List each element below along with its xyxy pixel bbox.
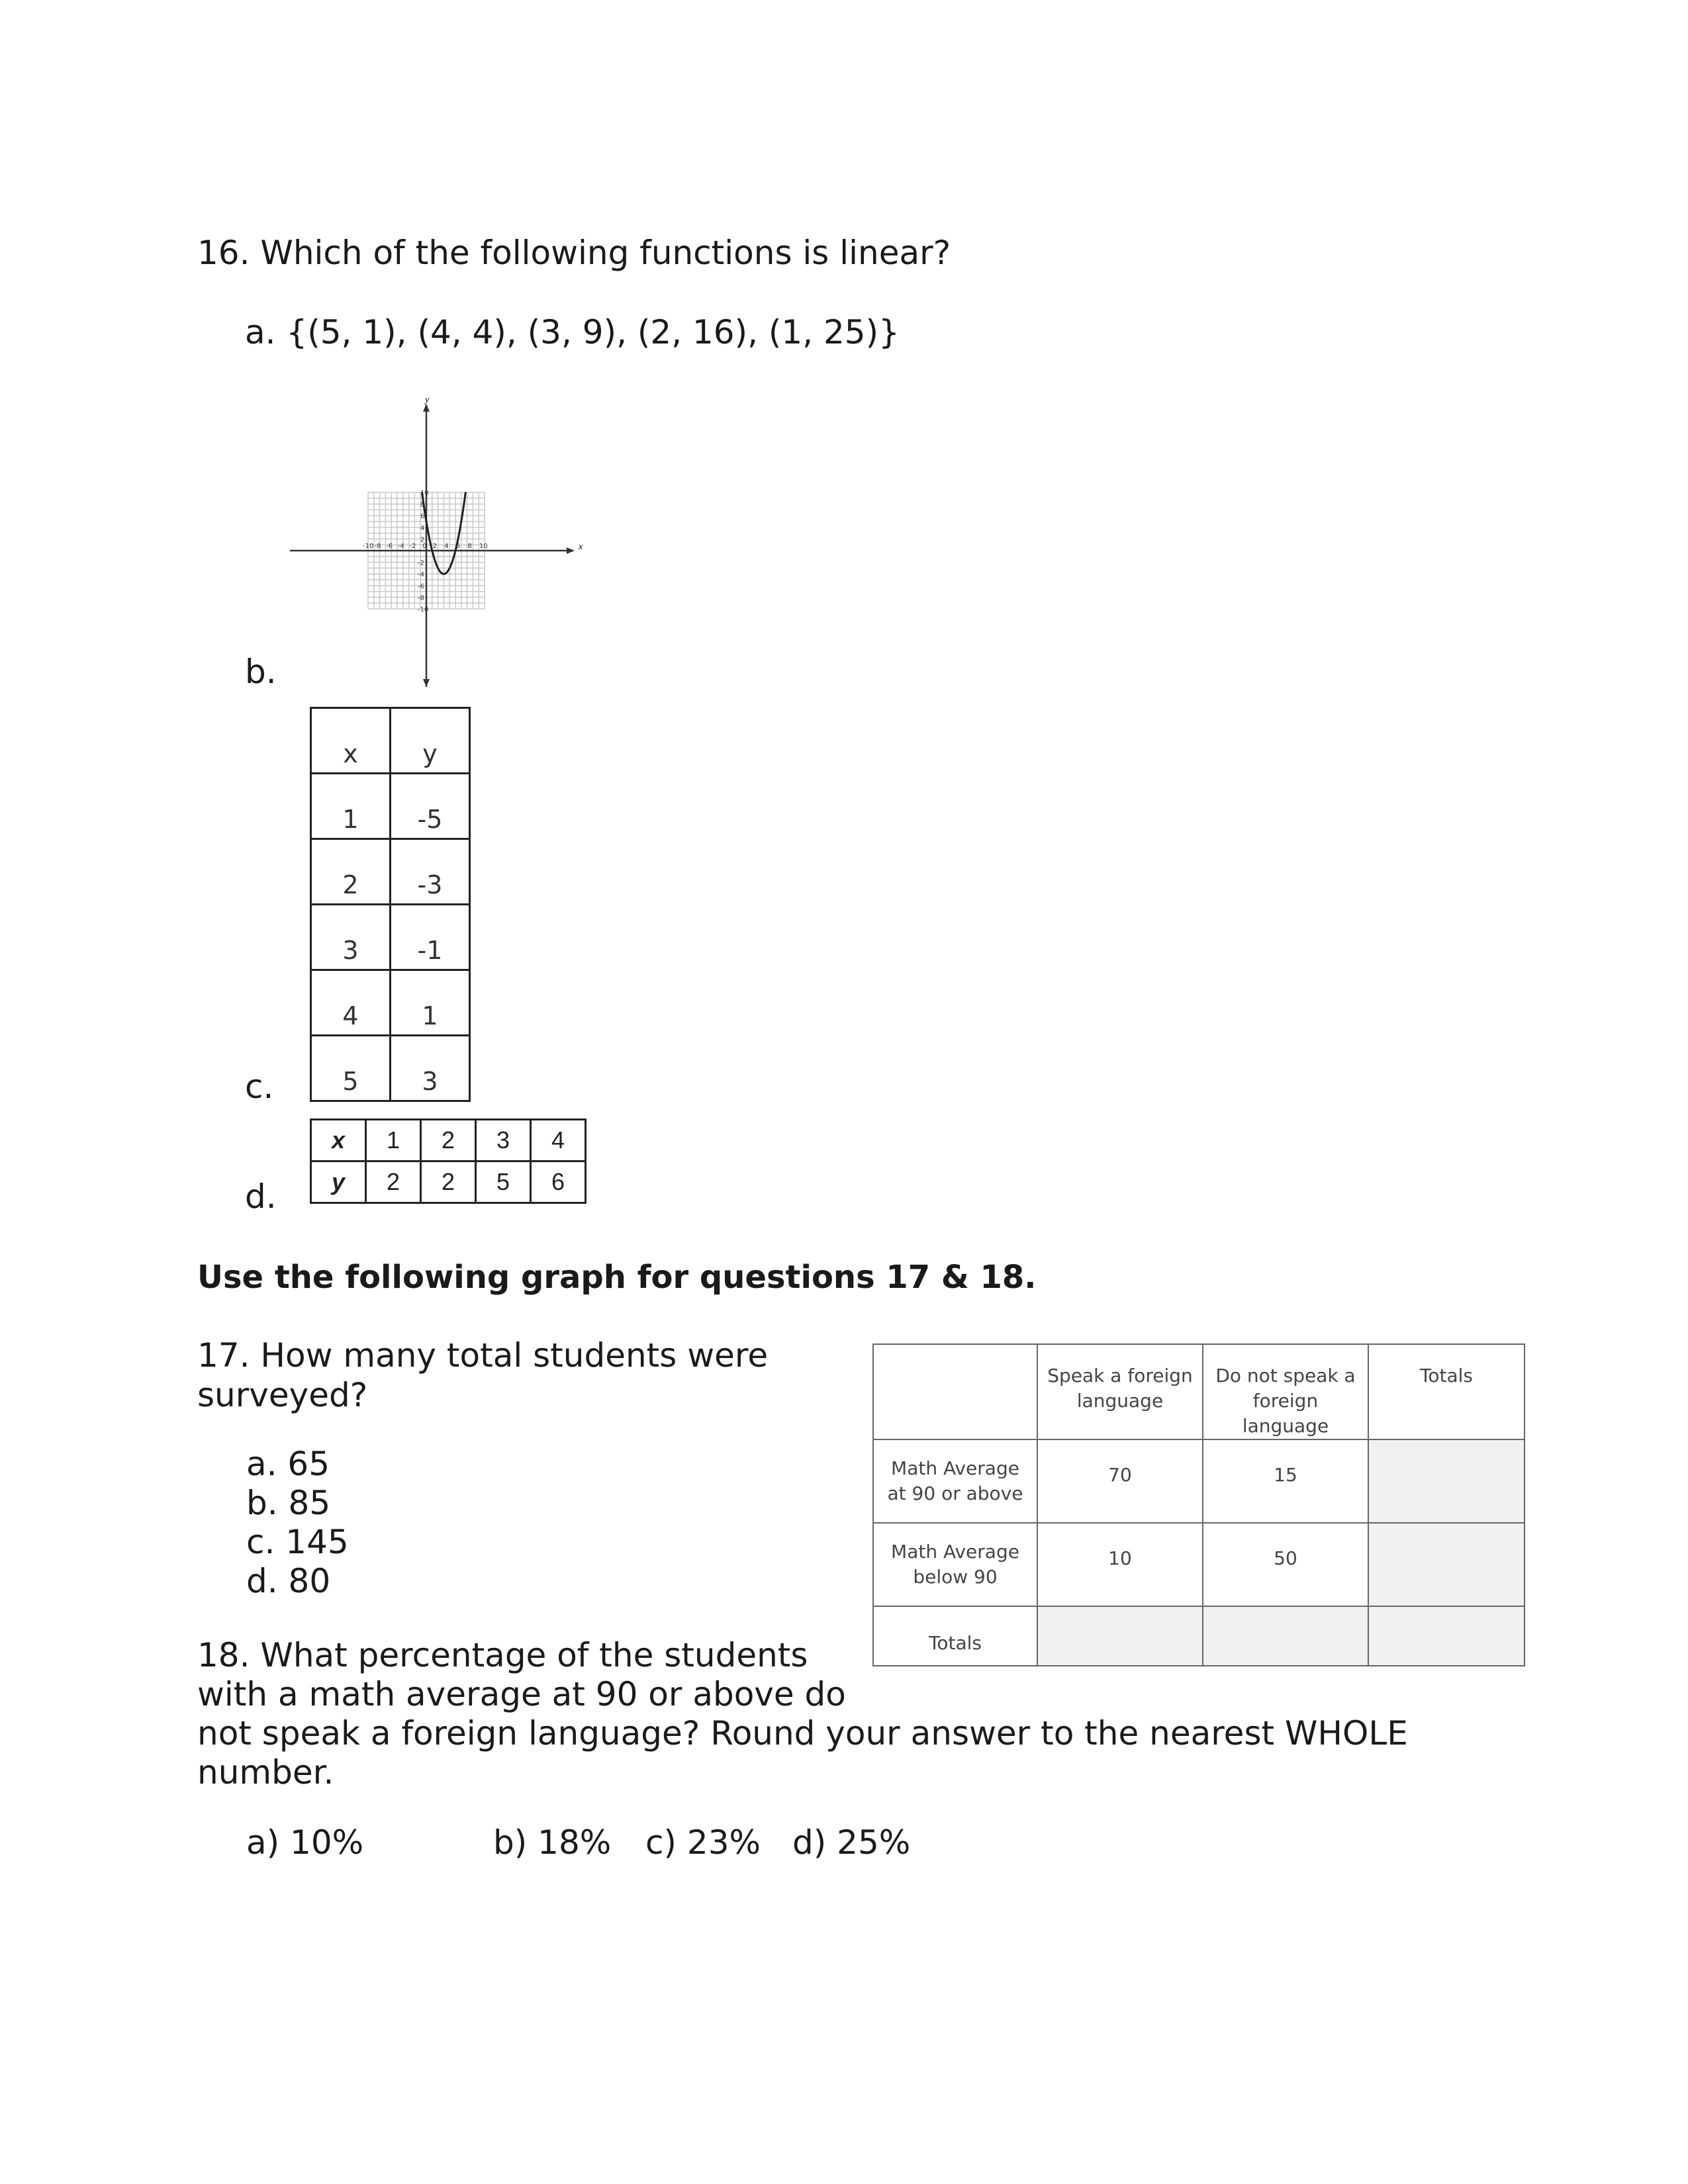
- question-17-text-line: surveyed?: [197, 1376, 368, 1414]
- two-way-blank-cell: [1037, 1606, 1203, 1666]
- two-way-cell: 10: [1037, 1523, 1203, 1606]
- table-c-row: [311, 1036, 470, 1101]
- two-way-blank-cell: [1368, 1606, 1524, 1666]
- table-d-cell: 3: [476, 1120, 531, 1161]
- table-c-cell: -5: [391, 774, 470, 839]
- table-d-cell: 2: [421, 1120, 476, 1161]
- y-tick-label: 8: [420, 501, 425, 509]
- table-d-cell: 2: [421, 1161, 476, 1203]
- question-18-option-d: d) 25%: [792, 1823, 911, 1862]
- two-way-totals-row: [873, 1606, 1524, 1666]
- table-d-cell: 1: [366, 1120, 421, 1161]
- table-d-y-row: [311, 1161, 586, 1203]
- two-way-blank-cell: [1203, 1606, 1368, 1666]
- two-way-header-row: [873, 1344, 1524, 1439]
- x-axis-label: x: [579, 542, 583, 552]
- section-directive: Use the following graph for questions 17 & 18.: [197, 1259, 1037, 1296]
- parabola-graph: [290, 396, 588, 687]
- two-way-row-header: Totals: [873, 1606, 1037, 1666]
- question-18-text-line: 18. What percentage of the students: [197, 1636, 808, 1674]
- y-tick-label: 10: [420, 490, 429, 497]
- table-c-row: [311, 839, 470, 905]
- x-tick-labels: [363, 543, 488, 550]
- table-c-cell: 1: [311, 774, 391, 839]
- question-18-text-line: with a math average at 90 or above do: [197, 1675, 846, 1713]
- question-16-option-c-letter: c.: [245, 1068, 274, 1106]
- table-c-header-y: y: [391, 708, 470, 774]
- table-c-cell: 3: [311, 905, 391, 970]
- question-17-option-a: a. 65: [246, 1445, 330, 1483]
- table-c-cell: 4: [311, 970, 391, 1036]
- y-tick-label: -6: [418, 582, 424, 590]
- question-18-text-line: number.: [197, 1753, 334, 1792]
- x-tick-label: 2: [432, 543, 437, 550]
- y-tick-label: 6: [420, 513, 425, 521]
- x-tick-label: -8: [374, 543, 381, 550]
- table-d-cell: 6: [531, 1161, 586, 1203]
- question-18-text-line: not speak a foreign language? Round your answer to the nearest WHOLE: [197, 1714, 1408, 1752]
- y-axis-label: y: [425, 396, 430, 405]
- table-c-cell: -3: [391, 839, 470, 905]
- table-d-cell: 5: [476, 1161, 531, 1203]
- y-tick-label: -8: [418, 594, 424, 602]
- table-c-header-row: [311, 708, 470, 774]
- table-c: [310, 707, 471, 1102]
- two-way-blank-cell: [1368, 1523, 1524, 1606]
- x-tick-label: 0: [422, 543, 427, 550]
- y-tick-label: -2: [418, 559, 424, 567]
- x-tick-label: 4: [444, 543, 449, 550]
- question-17-option-c: c. 145: [246, 1523, 349, 1561]
- question-18-option-b: b) 18%: [493, 1823, 612, 1862]
- two-way-col-header: Totals: [1368, 1344, 1524, 1439]
- table-c-cell: -1: [391, 905, 470, 970]
- two-way-col-header: Do not speak a foreign language: [1203, 1344, 1368, 1439]
- table-d-y-label: y: [311, 1161, 366, 1203]
- two-way-corner-cell: [873, 1344, 1037, 1439]
- question-16-option-d-letter: d.: [245, 1177, 277, 1216]
- question-17-option-d: d. 80: [246, 1562, 331, 1600]
- table-c-row: [311, 970, 470, 1036]
- table-c-cell: 1: [391, 970, 470, 1036]
- x-tick-label: -10: [363, 543, 374, 550]
- x-tick-label: 6: [455, 543, 461, 550]
- two-way-cell: 15: [1203, 1439, 1368, 1523]
- two-way-row-header: Math Average at 90 or above: [873, 1439, 1037, 1523]
- y-tick-label: -4: [418, 571, 424, 579]
- question-17-text-line: 17. How many total students were: [197, 1336, 769, 1375]
- two-way-col-header: Speak a foreign language: [1037, 1344, 1203, 1439]
- table-c-cell: 2: [311, 839, 391, 905]
- y-tick-label: -10: [418, 606, 429, 614]
- two-way-row: [873, 1523, 1524, 1606]
- question-16-option-a: a. {(5, 1), (4, 4), (3, 9), (2, 16), (1, 25)}: [245, 313, 900, 351]
- table-c-row: [311, 774, 470, 839]
- x-tick-label: -6: [386, 543, 393, 550]
- question-16-option-b-letter: b.: [245, 653, 277, 691]
- question-18-option-c: c) 23%: [645, 1823, 761, 1862]
- table-d-cell: 4: [531, 1120, 586, 1161]
- y-tick-label: 4: [420, 524, 425, 532]
- question-17-option-b: b. 85: [246, 1484, 331, 1522]
- question-18-option-a: a) 10%: [246, 1823, 364, 1862]
- two-way-row: [873, 1439, 1524, 1523]
- two-way-cell: 50: [1203, 1523, 1368, 1606]
- two-way-frequency-table: [872, 1343, 1525, 1666]
- two-way-row-header: Math Average below 90: [873, 1523, 1037, 1606]
- y-tick-label: 2: [420, 536, 425, 544]
- x-tick-label: -4: [397, 543, 404, 550]
- table-d-x-row: [311, 1120, 586, 1161]
- question-16-title: 16. Which of the following functions is linear?: [197, 234, 951, 272]
- table-d: [310, 1118, 586, 1204]
- two-way-blank-cell: [1368, 1439, 1524, 1523]
- table-c-row: [311, 905, 470, 970]
- x-tick-label: -2: [409, 543, 416, 550]
- two-way-cell: 70: [1037, 1439, 1203, 1523]
- table-d-x-label: x: [311, 1120, 366, 1161]
- table-c-cell: 3: [391, 1036, 470, 1101]
- table-c-header-x: x: [311, 708, 391, 774]
- table-d-cell: 2: [366, 1161, 421, 1203]
- x-tick-label: 10: [479, 543, 488, 550]
- x-tick-label: 8: [467, 543, 472, 550]
- table-c-cell: 5: [311, 1036, 391, 1101]
